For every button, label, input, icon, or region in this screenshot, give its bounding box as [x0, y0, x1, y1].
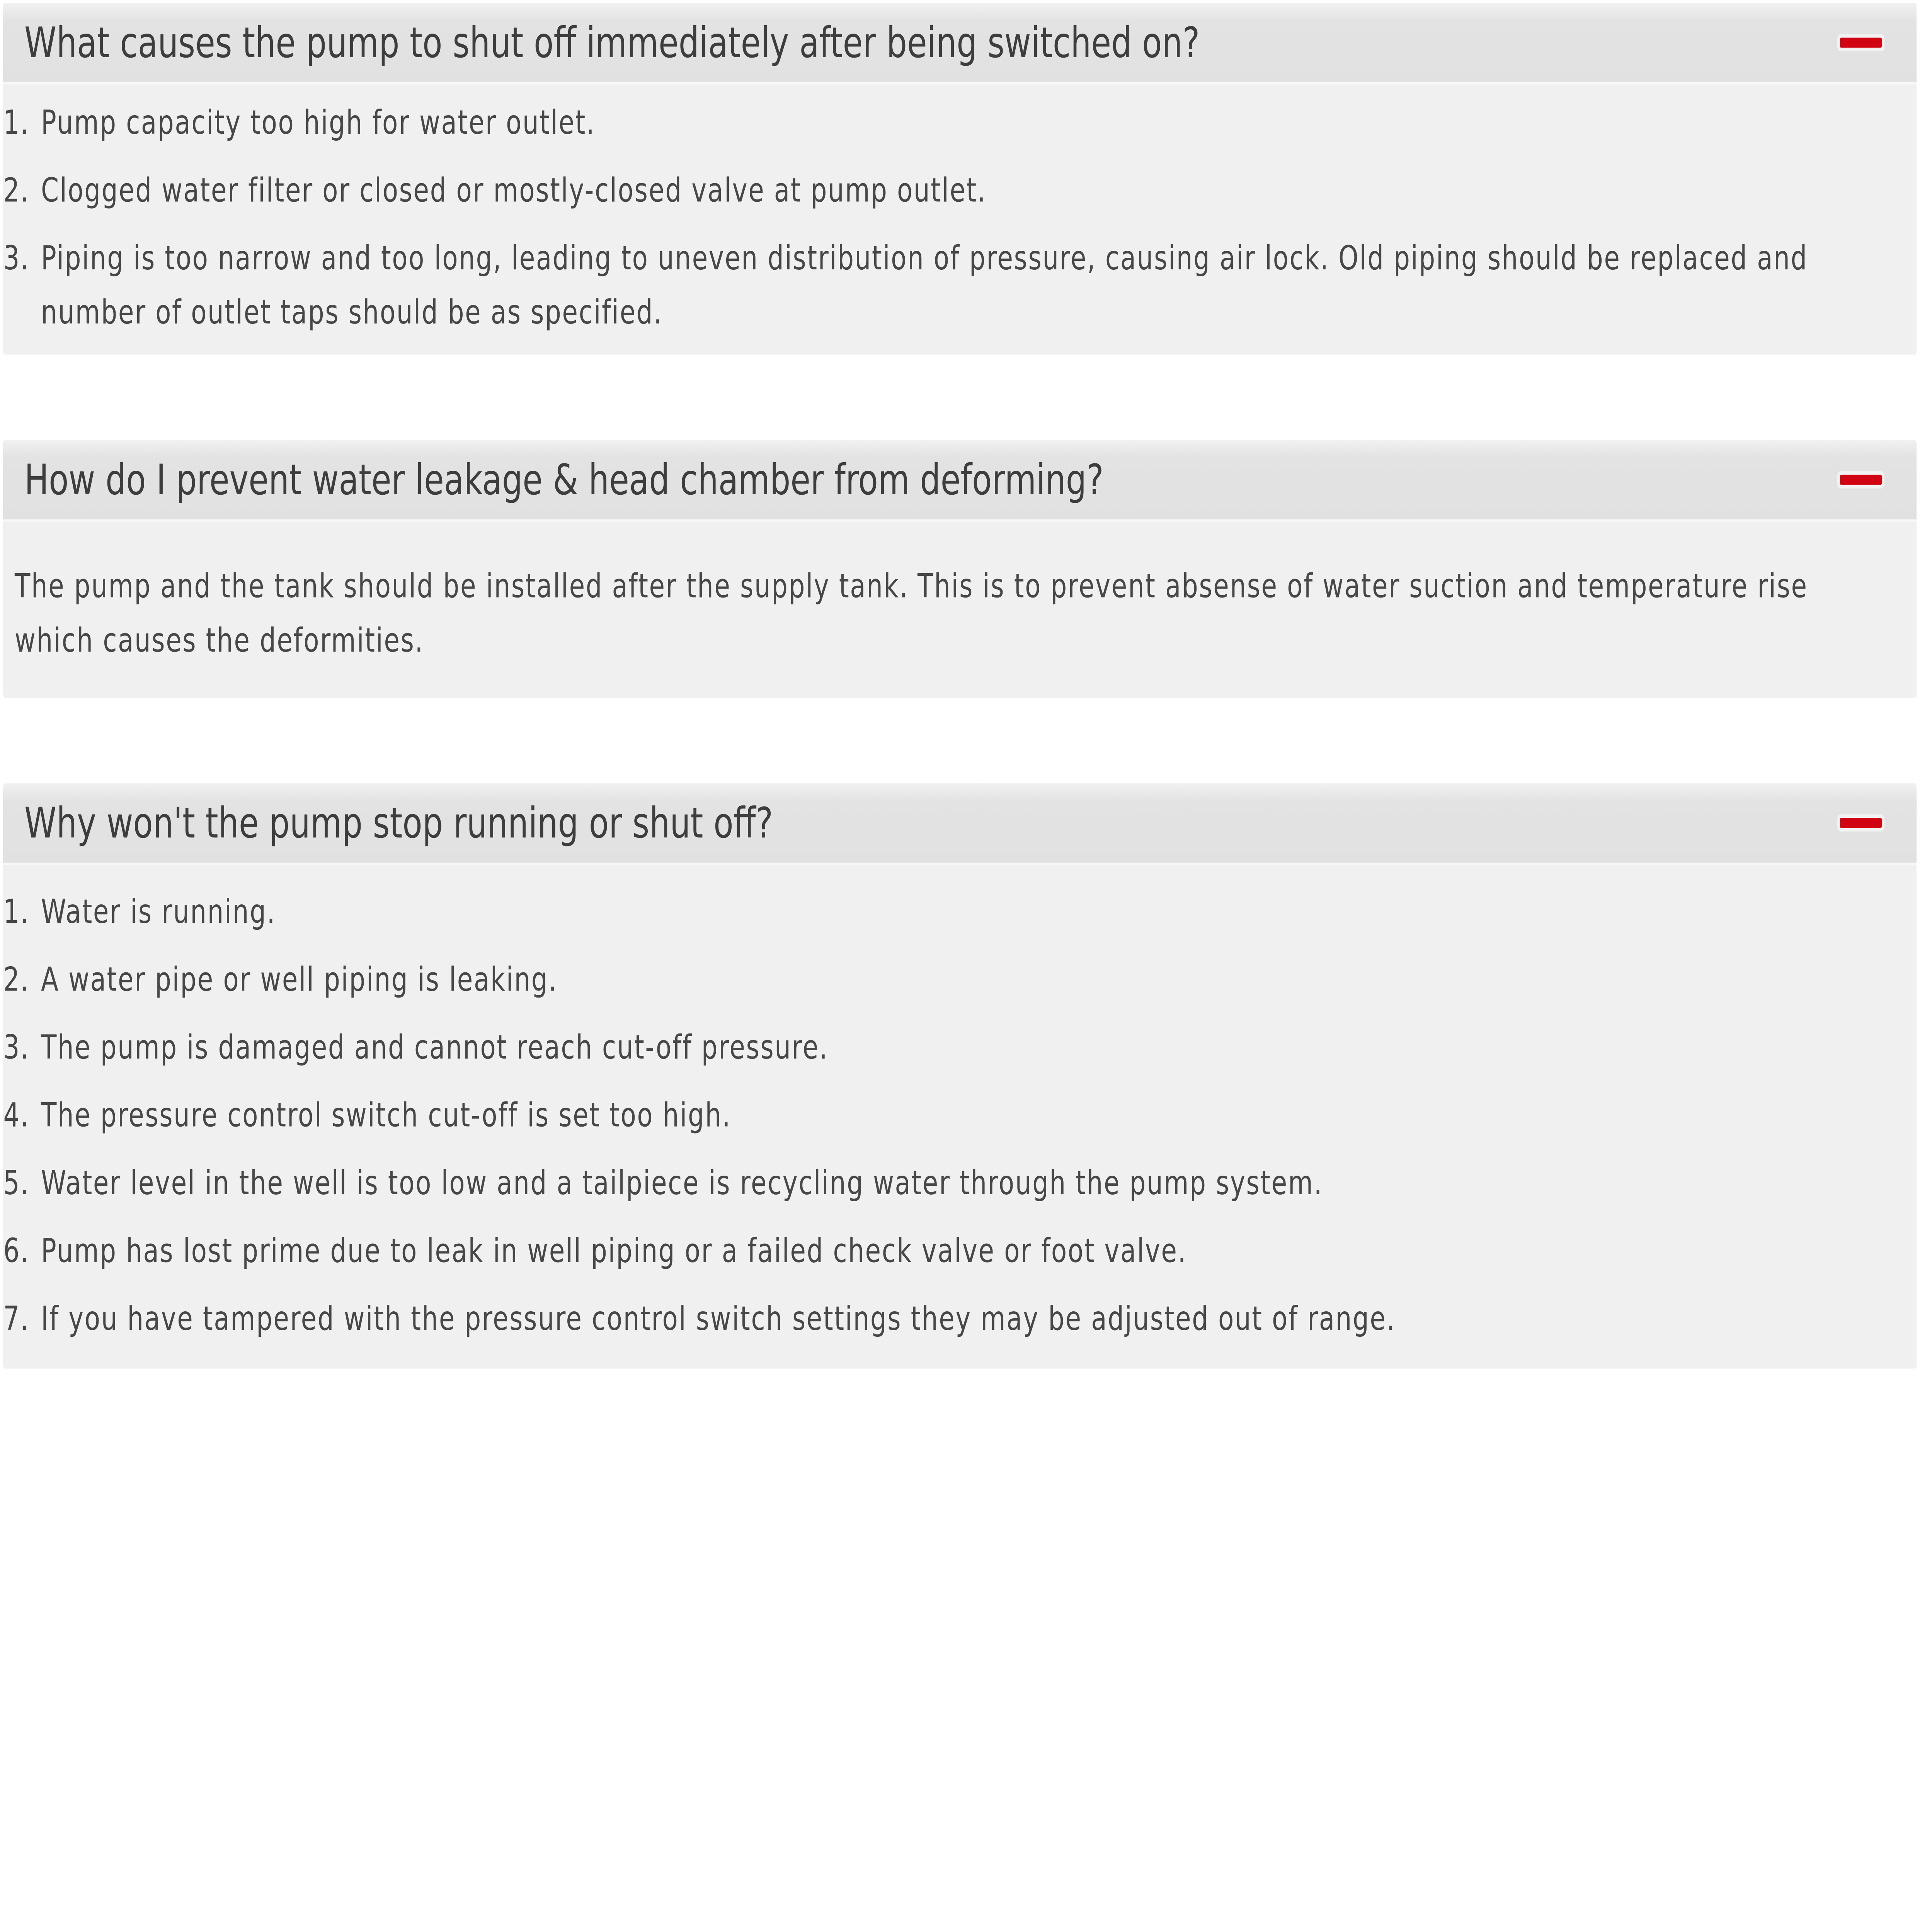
- faq-item-1: [3, 3, 1917, 355]
- answer-list-item: 6. Pump has lost prime due to leak in well piping or a failed check valve or foot valve.: [39, 1224, 1905, 1278]
- answer-list: [15, 95, 1905, 340]
- collapse-button-1[interactable]: [1840, 38, 1882, 48]
- answer-list-item: 4. The pressure control switch cut-off is set too high.: [39, 1088, 1905, 1142]
- faq-item-3: [3, 783, 1917, 1369]
- answer-list-item: 1. Pump capacity too high for water outlet.: [39, 95, 1905, 150]
- faq-question-header-3[interactable]: [3, 783, 1917, 865]
- faq-question-header-2[interactable]: [3, 440, 1917, 522]
- faq-question-text-2: How do I prevent water leakage & head chamber from deforming?: [24, 455, 1104, 505]
- faq-answer-2: [3, 521, 1917, 698]
- answer-list-item: 5. Water level in the well is too low and a tailpiece is recycling water through the pump system.: [39, 1156, 1905, 1210]
- answer-list-item: 3. Piping is too narrow and too long, leading to uneven distribution of pressure, causing air lock. Old piping should be replaced and number of outlet taps should be as specified.: [39, 231, 1905, 340]
- collapse-button-3[interactable]: [1840, 818, 1882, 828]
- answer-list: [15, 885, 1905, 1346]
- faq-answer-1: [3, 84, 1917, 354]
- answer-list-item: 2. A water pipe or well piping is leaking.: [39, 953, 1905, 1007]
- minus-icon: [1840, 38, 1882, 48]
- answer-list-item: 7. If you have tampered with the pressure control switch settings they may be adjusted out of range.: [39, 1292, 1905, 1346]
- answer-paragraph: The pump and the tank should be installed after the supply tank. This is to prevent absense of water suction and temperature rise which causes the deformities.: [15, 567, 1808, 660]
- faq-question-text-3: Why won't the pump stop running or shut off?: [24, 798, 773, 848]
- minus-icon: [1840, 818, 1882, 828]
- faq-question-text-1: What causes the pump to shut off immediately after being switched on?: [24, 18, 1200, 68]
- collapse-button-2[interactable]: [1840, 475, 1882, 485]
- faq-item-2: [3, 440, 1917, 698]
- minus-icon: [1840, 475, 1882, 485]
- answer-list-item: 3. The pump is damaged and cannot reach cut-off pressure.: [39, 1020, 1905, 1074]
- answer-list-item: 2. Clogged water filter or closed or mostly-closed valve at pump outlet.: [39, 163, 1905, 217]
- faq-answer-3: [3, 865, 1917, 1369]
- answer-list-item: 1. Water is running.: [39, 885, 1905, 939]
- faq-question-header-1[interactable]: [3, 3, 1917, 85]
